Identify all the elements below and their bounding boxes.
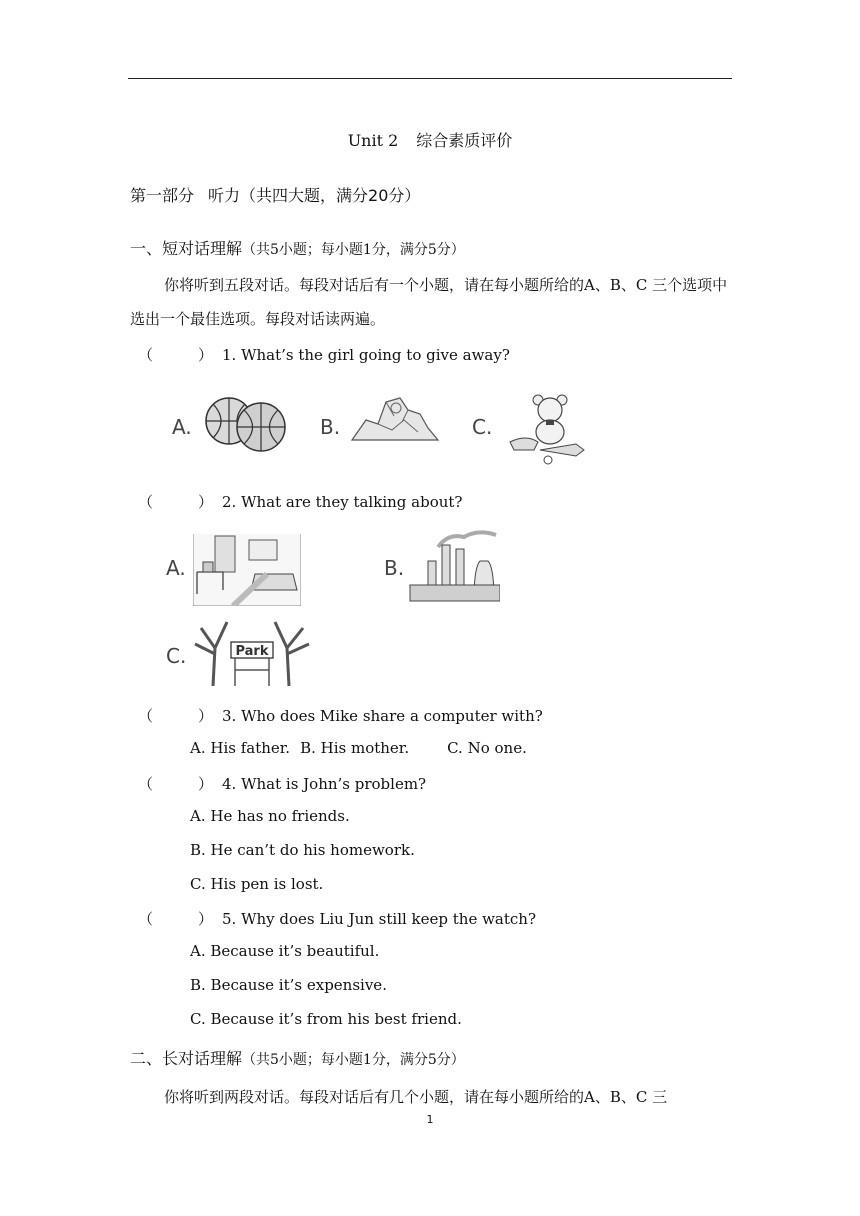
part-heading	[130, 183, 420, 206]
answer-blank-open[interactable]: （	[138, 707, 154, 725]
answer-blank-open[interactable]: （	[138, 910, 154, 928]
q4-option-b: B. He can’t do his homework.	[190, 841, 415, 859]
q4-option-c: C. His pen is lost.	[190, 875, 324, 893]
question-text: 4. What is John’s problem?	[222, 775, 427, 793]
question-4	[138, 773, 426, 794]
q1-option-b-label: B.	[320, 415, 341, 439]
q1-option-a-label: A.	[172, 415, 192, 439]
section2-instruction: 你将听到两段对话。每段对话后有几个小题，请在每小题所给的A、B、C 三	[164, 1088, 668, 1106]
q2-option-a-label: A.	[166, 556, 186, 580]
section2-title: 二、长对话理解	[130, 1049, 243, 1068]
q1-option-c-label: C.	[472, 415, 493, 439]
q3-option-b: B. His mother.	[300, 739, 410, 757]
section2-heading	[130, 1046, 465, 1069]
clothes-pile-image	[348, 390, 442, 446]
q3-options	[190, 739, 527, 757]
basketballs-image	[203, 395, 287, 453]
answer-blank-close: ）	[198, 775, 214, 793]
section1-title: 一、短对话理解	[130, 239, 243, 258]
q5-option-c: C. Because it’s from his best friend.	[190, 1010, 462, 1028]
q2-option-c-label: C.	[166, 644, 187, 668]
answer-blank-close: ）	[198, 910, 214, 928]
factory-image	[408, 527, 500, 605]
page-number: 1	[426, 1113, 434, 1126]
answer-blank-open[interactable]: （	[138, 775, 154, 793]
section1-note: （共5小题；每小题1分，满分5分）	[242, 242, 465, 258]
section2-note: （共5小题；每小题1分，满分5分）	[242, 1052, 465, 1068]
question-3	[138, 705, 543, 726]
question-text: 3. Who does Mike share a computer with?	[222, 707, 543, 725]
answer-blank-open[interactable]: （	[138, 346, 154, 364]
q5-option-b: B. Because it’s expensive.	[190, 976, 387, 994]
title-cn: 综合素质评价	[416, 131, 513, 150]
unit-label: Unit 2	[347, 131, 399, 150]
question-2	[138, 491, 462, 512]
q2-option-b-label: B.	[384, 556, 405, 580]
answer-blank-close: ）	[198, 346, 214, 364]
section1-instruction: 你将听到五段对话。每段对话后有一个小题，请在每小题所给的A、B、C 三个选项中选出一个最佳选项。每段对话读两遍。	[130, 276, 728, 328]
question-text: 2. What are they talking about?	[222, 493, 463, 511]
q3-option-a: A. His father.	[190, 739, 291, 757]
answer-blank-open[interactable]: （	[138, 493, 154, 511]
q3-option-c: C. No one.	[447, 739, 527, 757]
bedroom-image	[193, 534, 301, 606]
answer-blank-close: ）	[198, 493, 214, 511]
park-sign-text: Park	[235, 644, 269, 659]
toys-image	[504, 392, 588, 466]
answer-blank-close: ）	[198, 707, 214, 725]
q4-option-a: A. He has no friends.	[190, 807, 350, 825]
header-rule	[128, 78, 732, 79]
question-1	[138, 344, 510, 365]
question-text: 1. What’s the girl going to give away?	[222, 346, 510, 364]
q5-option-a: A. Because it’s beautiful.	[190, 942, 380, 960]
part-title: 听力（共四大题，满分20分）	[208, 186, 421, 205]
page-title	[0, 128, 860, 151]
park-image	[193, 614, 311, 686]
part-label: 第一部分	[130, 186, 195, 205]
section1-heading	[130, 236, 465, 259]
question-text: 5. Why does Liu Jun still keep the watch?	[222, 910, 537, 928]
question-5	[138, 908, 536, 929]
